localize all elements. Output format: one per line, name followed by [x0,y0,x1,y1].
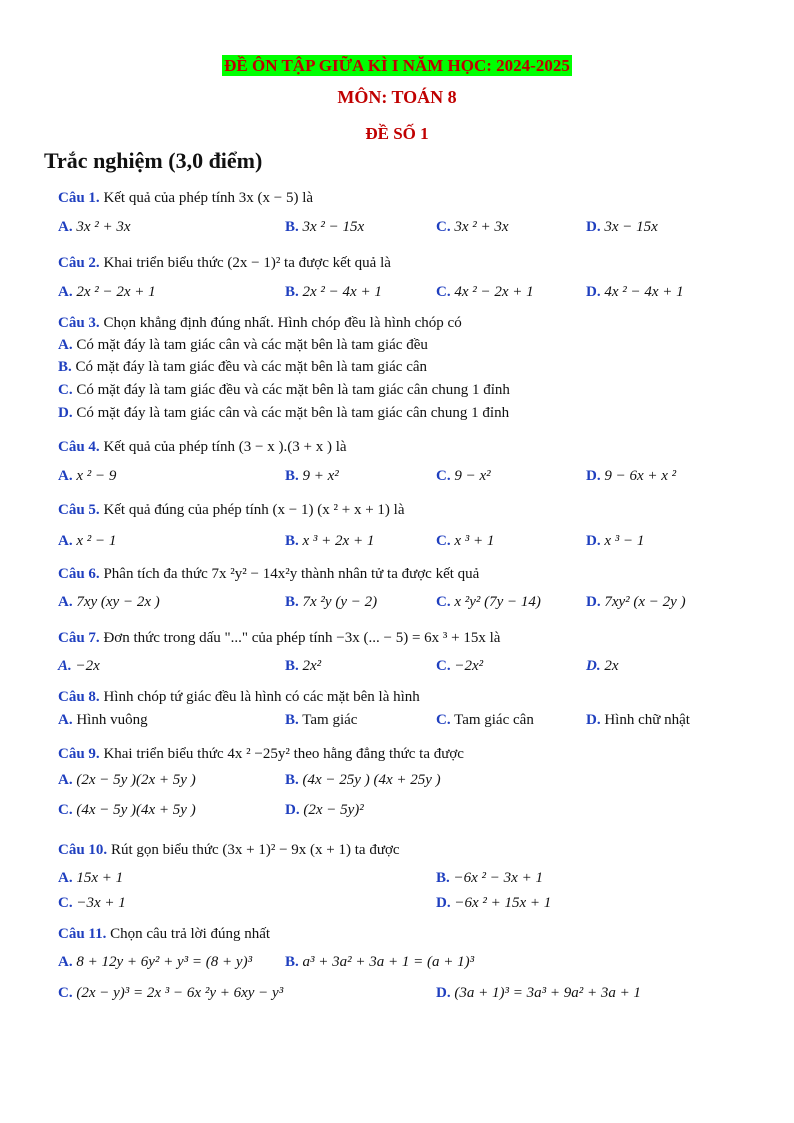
answer-9c[interactable]: C. (4x − 5y )(4x + 5y ) [58,802,196,818]
answer-11c[interactable]: C. (2x − y)³ = 2x ³ − 6x ²y + 6xy − y³ [58,985,284,1001]
question-11: Câu 11. Chọn câu trả lời đúng nhất [58,926,271,942]
subject-title: MÔN: TOÁN 8 [337,87,457,107]
answer-4d[interactable]: D. 9 − 6x + x ² [586,468,677,484]
answer-2d[interactable]: D. 4x ² − 4x + 1 [586,284,684,300]
answer-7b[interactable]: B. 2x² [285,658,322,674]
answer-5b[interactable]: B. x ³ + 2x + 1 [285,533,375,549]
answer-8c[interactable]: C. Tam giác cân [436,712,534,728]
answer-10b[interactable]: B. −6x ² − 3x + 1 [436,870,543,886]
question-5: Câu 5. Kết quả đúng của phép tính (x − 1) (x ² + x + 1) là [58,502,405,518]
answer-1c[interactable]: C. 3x ² + 3x [436,219,509,235]
answer-1d[interactable]: D. 3x − 15x [586,219,658,235]
answer-5d[interactable]: D. x ³ − 1 [586,533,645,549]
answer-8a[interactable]: A. Hình vuông [58,712,148,728]
answer-7c[interactable]: C. −2x² [436,658,484,674]
answer-8b[interactable]: B. Tam giác [285,712,358,728]
answer-9b[interactable]: B. (4x − 25y ) (4x + 25y ) [285,772,441,788]
answer-5c[interactable]: C. x ³ + 1 [436,533,495,549]
answer-11d[interactable]: D. (3a + 1)³ = 3a³ + 9a² + 3a + 1 [436,985,641,1001]
question-9: Câu 9. Khai triển biểu thức 4x ² −25y² theo hằng đẳng thức ta được [58,746,464,762]
exam-number: ĐỀ SỐ 1 [365,124,429,143]
question-8: Câu 8. Hình chóp tứ giác đều là hình có các mặt bên là hình [58,689,420,705]
answer-2a[interactable]: A. 2x ² − 2x + 1 [58,284,156,300]
answer-2c[interactable]: C. 4x ² − 2x + 1 [436,284,534,300]
answer-10a[interactable]: A. 15x + 1 [58,870,124,886]
question-7: Câu 7. Đơn thức trong dấu "..." của phép tính −3x (... − 5) = 6x ³ + 15x là [58,630,501,646]
answer-9d[interactable]: D. (2x − 5y)² [285,802,364,818]
question-1: Câu 1. Kết quả của phép tính 3x (x − 5) là [58,190,314,206]
answer-8d[interactable]: D. Hình chữ nhật [586,712,690,728]
section-heading: Trắc nghiệm (3,0 điểm) [44,148,263,173]
answer-7a[interactable]: A. −2x [58,658,100,674]
answer-3a[interactable]: A. Có mặt đáy là tam giác cân và các mặt bên là tam giác đều [58,337,428,353]
answer-6a[interactable]: A. 7xy (xy − 2x ) [58,594,160,610]
answer-6b[interactable]: B. 7x ²y (y − 2) [285,594,378,610]
answer-3b[interactable]: B. Có mặt đáy là tam giác đều và các mặt bên là tam giác cân [58,359,428,375]
exam-title: ĐỀ ÔN TẬP GIỮA KÌ I NĂM HỌC: 2024-2025 [224,56,570,75]
answer-10c[interactable]: C. −3x + 1 [58,895,126,911]
answer-4a[interactable]: A. x ² − 9 [58,468,117,484]
question-2: Câu 2. Khai triển biểu thức (2x − 1)² ta được kết quả là [58,255,391,271]
answer-6c[interactable]: C. x ²y² (7y − 14) [436,594,541,610]
answer-1a[interactable]: A. 3x ² + 3x [58,219,131,235]
answer-7d[interactable]: D. 2x [586,658,619,674]
answer-5a[interactable]: A. x ² − 1 [58,533,117,549]
answer-9a[interactable]: A. (2x − 5y )(2x + 5y ) [58,772,196,788]
answer-4c[interactable]: C. 9 − x² [436,468,491,484]
answer-4b[interactable]: B. 9 + x² [285,468,339,484]
answer-2b[interactable]: B. 2x ² − 4x + 1 [285,284,382,300]
answer-11a[interactable]: A. 8 + 12y + 6y² + y³ = (8 + y)³ [58,954,253,970]
question-3: Câu 3. Chọn khẳng định đúng nhất. Hình chóp đều là hình chóp có [58,315,462,331]
answer-11b[interactable]: B. a³ + 3a² + 3a + 1 = (a + 1)³ [285,954,475,970]
answer-3d[interactable]: D. Có mặt đáy là tam giác cân và các mặt bên là tam giác cân chung 1 đỉnh [58,405,510,421]
question-6: Câu 6. Phân tích đa thức 7x ²y² − 14x²y thành nhân tử ta được kết quả [58,566,480,582]
answer-6d[interactable]: D. 7xy² (x − 2y ) [586,594,686,610]
answer-3c[interactable]: C. Có mặt đáy là tam giác đều và các mặt bên là tam giác cân chung 1 đỉnh [58,382,510,398]
answer-1b[interactable]: B. 3x ² − 15x [285,219,365,235]
question-4: Câu 4. Kết quả của phép tính (3 − x ).(3 + x ) là [58,439,347,455]
answer-10d[interactable]: D. −6x ² + 15x + 1 [436,895,552,911]
question-10: Câu 10. Rút gọn biểu thức (3x + 1)² − 9x (x + 1) ta được [58,842,400,858]
